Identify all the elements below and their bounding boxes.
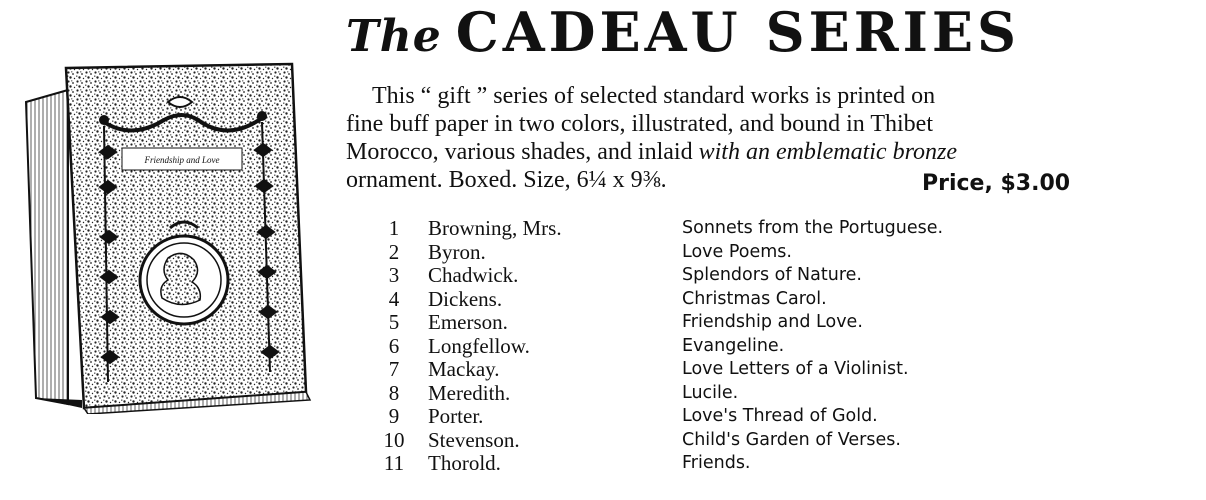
book-author: Porter. bbox=[428, 404, 484, 428]
title-the: The bbox=[346, 11, 442, 62]
book-author: Thorold. bbox=[428, 451, 501, 475]
book-author: Longfellow. bbox=[428, 333, 530, 358]
book-list bbox=[374, 217, 1174, 476]
book-illustration bbox=[22, 62, 312, 414]
description-line-2: fine buff paper in two colors, illustrated, and bound in Thibet bbox=[346, 111, 933, 137]
book-cover-title: Friendship and Love bbox=[144, 155, 220, 165]
description-line-1: This “ gift ” series of selected standard works is printed on bbox=[372, 83, 936, 109]
book-title: Lucile. bbox=[682, 382, 739, 403]
book-number: 4 bbox=[388, 286, 400, 311]
book-number: 3 bbox=[388, 263, 400, 287]
list-item bbox=[374, 241, 1174, 265]
book-author: Stevenson. bbox=[428, 427, 520, 452]
book-title: Love Poems. bbox=[682, 241, 792, 262]
book-number: 7 bbox=[388, 357, 400, 381]
list-item bbox=[374, 217, 1174, 241]
book-title: Love's Thread of Gold. bbox=[682, 406, 878, 426]
list-item bbox=[374, 429, 1174, 453]
book-title: Christmas Carol. bbox=[682, 288, 827, 309]
list-item bbox=[374, 405, 1174, 429]
list-item bbox=[374, 335, 1174, 359]
book-title: Friendship and Love. bbox=[682, 312, 863, 332]
book-title: Child's Garden of Verses. bbox=[682, 429, 901, 450]
price-label: Price, $3.00 bbox=[922, 171, 1071, 196]
page-title bbox=[346, 0, 1206, 68]
description-size-end: . bbox=[660, 167, 667, 193]
book-title: Splendors of Nature. bbox=[682, 265, 862, 285]
list-item bbox=[374, 358, 1174, 382]
book-author: Emerson. bbox=[428, 310, 508, 334]
description-line-3 bbox=[346, 138, 1146, 166]
book-title: Love Letters of a Violinist. bbox=[682, 359, 909, 379]
book-author: Mackay. bbox=[428, 357, 500, 381]
description-line-3-italic: with an emblematic bronze bbox=[698, 139, 958, 165]
book-title: Evangeline. bbox=[682, 335, 785, 356]
title-cadeau: CADEAU bbox=[455, 0, 742, 64]
book-number: 6 bbox=[388, 333, 400, 358]
list-item bbox=[374, 382, 1174, 406]
book-number: 1 bbox=[388, 216, 400, 240]
book-title: Friends. bbox=[682, 453, 751, 473]
list-item bbox=[374, 288, 1174, 312]
list-item bbox=[374, 452, 1174, 476]
list-item bbox=[374, 264, 1174, 288]
book-number: 8 bbox=[388, 380, 400, 405]
title-series: SERIES bbox=[765, 0, 1021, 64]
book-author: Meredith. bbox=[428, 380, 511, 405]
book-number: 10 bbox=[383, 427, 405, 452]
book-number: 9 bbox=[388, 404, 400, 428]
book-title: Sonnets from the Portuguese. bbox=[682, 218, 944, 238]
description-size-prefix: ornament. Boxed. Size, 6 bbox=[346, 167, 589, 193]
size-height-fraction: ⅜ bbox=[642, 167, 661, 193]
book-number: 2 bbox=[388, 239, 400, 264]
description-size-times: x 9 bbox=[606, 167, 643, 193]
book-number: 11 bbox=[383, 451, 405, 475]
book-author: Browning, Mrs. bbox=[428, 216, 562, 240]
size-width-fraction: ¼ bbox=[588, 167, 607, 193]
book-author: Dickens. bbox=[428, 286, 503, 311]
book-number: 5 bbox=[388, 310, 400, 334]
list-item bbox=[374, 311, 1174, 335]
book-author: Byron. bbox=[428, 239, 486, 264]
book-author: Chadwick. bbox=[428, 263, 519, 287]
description-line-3-roman: Morocco, various shades, and inlaid bbox=[346, 139, 699, 165]
